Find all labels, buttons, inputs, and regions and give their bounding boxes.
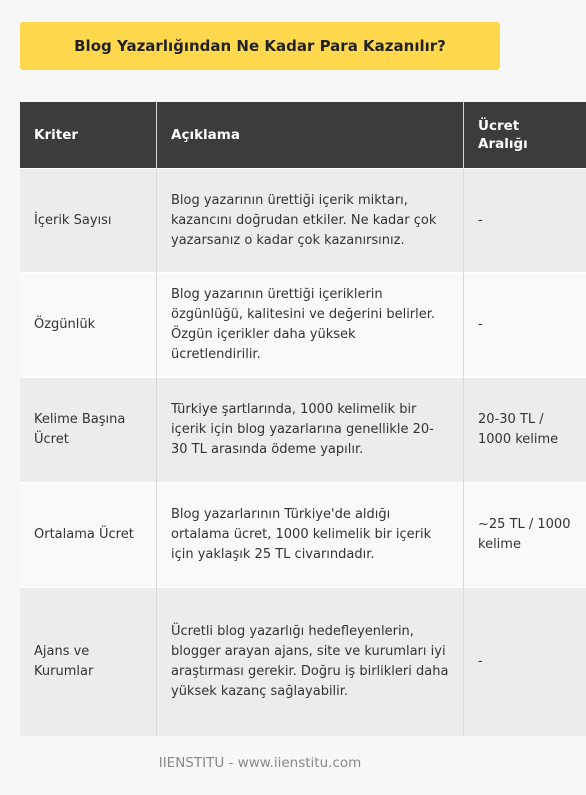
- cell-ucret: -: [464, 273, 586, 378]
- header-ucret: Ücret Aralığı: [464, 102, 586, 169]
- cell-ucret: -: [464, 169, 586, 273]
- cell-aciklama: Blog yazarının ürettiği içeriklerin özgünlüğü, kalitesini ve değerini belirler. Özgün içerikler daha yüksek ücretlendirilir.: [157, 273, 464, 378]
- cell-aciklama: Blog yazarının ürettiği içerik miktarı, kazancını doğrudan etkiler. Ne kadar çok yazarsanız o kadar çok kazanırsınız.: [157, 169, 464, 273]
- table-row: [20, 273, 586, 378]
- table-header-row: [20, 102, 586, 169]
- header-aciklama: Açıklama: [157, 102, 464, 169]
- table-row: [20, 483, 586, 588]
- cell-aciklama: Türkiye şartlarında, 1000 kelimelik bir içerik için blog yazarlarına genellikle 20-30 TL arasında ödeme yapılır.: [157, 378, 464, 483]
- cell-kriter: Özgünlük: [20, 273, 157, 378]
- footer-credit: IIENSTITU - www.iienstitu.com: [158, 755, 362, 771]
- header-kriter: Kriter: [20, 102, 157, 169]
- cell-kriter: Ortalama Ücret: [20, 483, 157, 588]
- table-row: [20, 378, 586, 483]
- cell-ucret: 20-30 TL / 1000 kelime: [464, 378, 586, 483]
- table-row: [20, 588, 586, 736]
- cell-ucret: ~25 TL / 1000 kelime: [464, 483, 586, 588]
- page-title: Blog Yazarlığından Ne Kadar Para Kazanılır?: [20, 22, 500, 70]
- cell-kriter: Kelime Başına Ücret: [20, 378, 157, 483]
- cell-kriter: İçerik Sayısı: [20, 169, 157, 273]
- cell-kriter: Ajans ve Kurumlar: [20, 588, 157, 736]
- info-table: [20, 102, 586, 736]
- table-row: [20, 169, 586, 273]
- cell-ucret: -: [464, 588, 586, 736]
- cell-aciklama: Ücretli blog yazarlığı hedefleyenlerin, blogger arayan ajans, site ve kurumları iyi araştırması gerekir. Doğru iş birlikleri daha yüksek kazanç sağlayabilir.: [157, 588, 464, 736]
- cell-aciklama: Blog yazarlarının Türkiye'de aldığı ortalama ücret, 1000 kelimelik bir içerik için yaklaşık 25 TL civarındadır.: [157, 483, 464, 588]
